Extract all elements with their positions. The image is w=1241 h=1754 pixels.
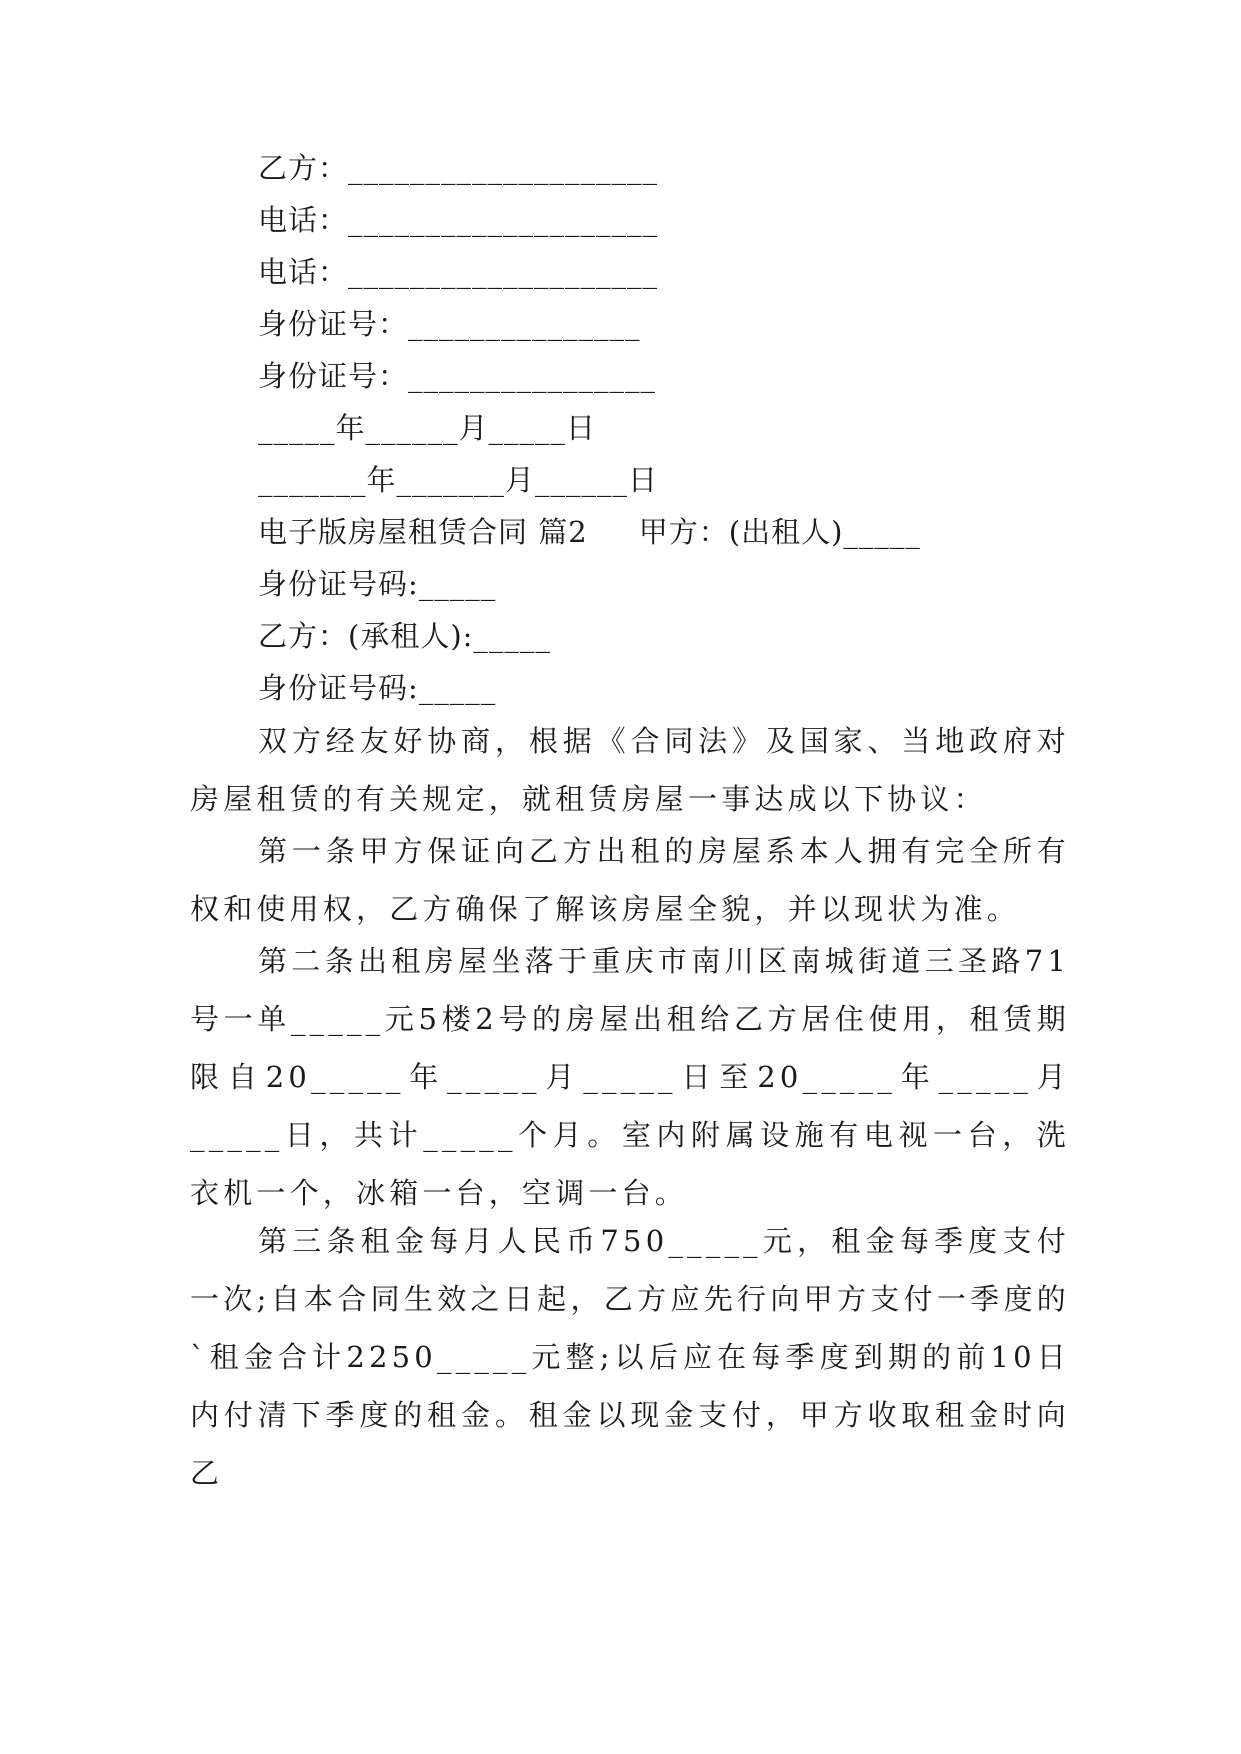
paragraph-article-2: 第二条出租房屋坐落于重庆市南川区南城街道三圣路71号一单_____元5楼2号的房屋出租给乙方居住使用，租赁期限自20_____年_____月_____日至20_____年_____月_____日，共计_____个月。室内附属设施有电视一台，洗衣机一个，冰箱一台，空调一台。 — [190, 944, 1070, 1210]
date-line-1: _____年______月_____日 — [258, 411, 597, 445]
contract-heading-line: 电子版房屋租赁合同 篇2 甲方：(出租人)_____ — [258, 515, 921, 549]
date-line-2: _______年_______月______日 — [258, 463, 659, 497]
id-number-line-2: 身份证号：________________ — [258, 359, 657, 393]
lessee-line: 乙方：(承租人):_____ — [258, 619, 551, 653]
lessee-id-line: 身份证号码:_____ — [258, 671, 497, 705]
paragraph-article-1: 第一条甲方保证向乙方出租的房屋系本人拥有完全所有权和使用权，乙方确保了解该房屋全貌，并以现状为准。 — [190, 834, 1070, 926]
paragraph-preamble: 双方经友好协商，根据《合同法》及国家、当地政府对房屋租赁的有关规定，就租赁房屋一事达成以下协议： — [190, 724, 1070, 816]
phone-line-1: 电话：____________________ — [258, 203, 659, 237]
phone-line-2: 电话：____________________ — [258, 255, 659, 289]
id-number-line-1: 身份证号：_______________ — [258, 307, 641, 341]
paragraph-article-3: 第三条租金每月人民币750_____元，租金每季度支付一次;自本合同生效之日起，乙方应先行向甲方支付一季度的`租金合计2250_____元整;以后应在每季度到期的前10日内付清下季度的租金。租金以现金支付，甲方收取租金时向乙 — [190, 1224, 1070, 1490]
party-b-line: 乙方：____________________ — [258, 151, 659, 185]
lessor-id-line: 身份证号码:_____ — [258, 567, 497, 601]
